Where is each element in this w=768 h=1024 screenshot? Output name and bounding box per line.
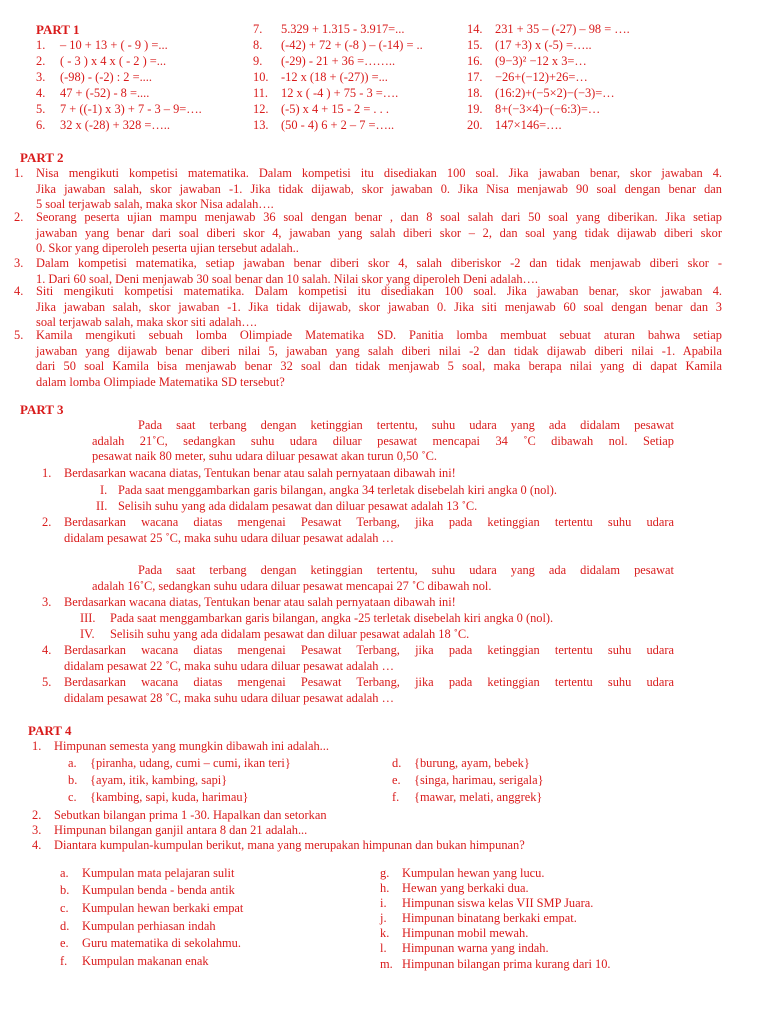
list-item: 1. Himpunan semesta yang mungkin dibawah ini adalah...: [32, 739, 329, 753]
list-item: f. Kumpulan makanan enak: [60, 954, 209, 968]
list-item: i. Himpunan siswa kelas VII SMP Juara.: [380, 896, 594, 910]
list-item: III. Pada saat menggambarkan garis bilangan, angka -25 terletak disebelah kiri angka 0 (nol).: [80, 611, 554, 625]
list-item: 13. (50 - 4) 6 + 2 – 7 =…..: [253, 118, 395, 132]
list-item: 10. -12 x (18 + (-27)) =...: [253, 70, 388, 84]
part1-heading: PART 1: [36, 22, 80, 37]
list-item: b. {ayam, itik, kambing, sapi}: [68, 773, 228, 787]
list-item: 6. 32 x (-28) + 328 =…..: [36, 118, 170, 132]
list-item: 5. Berdasarkan wacana diatas mengenai Pesawat Terbang, jika pada ketinggian tertentu suhu udara didalam pesawat 28 ˚C, maka suhu udara diluar pesawat adalah …: [42, 675, 674, 705]
list-item: 3. Dalam kompetisi matematika, setiap jawaban benar diberi skor 4, salah diberiskor -2 dan tidak menjawab diberi skor - 1. Dari 60 soal, Deni menjawab 30 soal benar dan 10 salah. Nilai skor yang diperoleh Deni adalah….: [14, 256, 722, 286]
list-item: 19. 8+(−3×4)−(−6:3)=…: [467, 102, 601, 116]
list-item: 2. ( - 3 ) x 4 x ( - 2 ) =...: [36, 54, 167, 68]
list-item: m. Himpunan bilangan prima kurang dari 10.: [380, 957, 611, 971]
list-item: k. Himpunan mobil mewah.: [380, 926, 529, 940]
list-item: a. {piranha, udang, cumi – cumi, ikan teri}: [68, 756, 291, 770]
list-item: l. Himpunan warna yang indah.: [380, 941, 549, 955]
list-item: d. {burung, ayam, bebek}: [392, 756, 530, 770]
list-item: 14. 231 + 35 – (-27) – 98 = ….: [467, 22, 630, 36]
list-item: a. Kumpulan mata pelajaran sulit: [60, 866, 235, 880]
list-item: e. Guru matematika di sekolahmu.: [60, 936, 241, 950]
part3-heading: PART 3: [20, 402, 64, 417]
list-item: 3. Himpunan bilangan ganjil antara 8 dan 21 adalah...: [32, 823, 308, 837]
list-item: 8. (-42) + 72 + (-8 ) – (-14) = ..: [253, 38, 423, 52]
list-item: 15. (17 +3) x (-5) =…..: [467, 38, 592, 52]
list-item: 2. Berdasarkan wacana diatas mengenai Pesawat Terbang, jika pada ketinggian tertentu suhu udara didalam pesawat 25 ˚C, maka suhu udara diluar pesawat adalah …: [42, 515, 674, 545]
list-item: 11. 12 x ( -4 ) + 75 - 3 =….: [253, 86, 399, 100]
list-item: c. {kambing, sapi, kuda, harimau}: [68, 790, 249, 804]
list-item: j. Himpunan binatang berkaki empat.: [380, 911, 577, 925]
list-item: 17. −26+(−12)+26=…: [467, 70, 588, 84]
list-item: 16. (9−3)² −12 x 3=…: [467, 54, 587, 68]
list-item: d. Kumpulan perhiasan indah: [60, 919, 216, 933]
list-item: 4. 47 + (-52) - 8 =....: [36, 86, 150, 100]
list-item: 9. (-29) - 21 + 36 =……..: [253, 54, 396, 68]
list-item: b. Kumpulan benda - benda antik: [60, 883, 235, 897]
list-item: 3. (-98) - (-2) : 2 =....: [36, 70, 152, 84]
list-item: 3. Berdasarkan wacana diatas, Tentukan benar atau salah pernyataan dibawah ini!: [42, 595, 456, 609]
passage-2: Pada saat terbang dengan ketinggian tertentu, suhu udara yang ada didalam pesawat adalah 16˚C, sedangkan suhu udara diluar pesawat mencapai 27 ˚C dibawah nol.: [92, 563, 674, 593]
part4-heading: PART 4: [28, 723, 72, 738]
list-item: 5. 7 + ((-1) x 3) + 7 - 3 – 9=….: [36, 102, 202, 116]
list-item: h. Hewan yang berkaki dua.: [380, 881, 529, 895]
list-item: 4. Siti mengikuti kompetisi matematika. Dalam kompetisi itu disediakan 100 soal. Jika jawaban benar, skor jawaban 4. Jika jawaban salah, skor jawaban -1. Jika tidak dijawab, skor jawaban 0. Jika siti menjawab 60 soal dengan benar dan 3 soal terjawab salah, maka skor siti adalah….: [14, 284, 722, 329]
list-item: II. Selisih suhu yang ada didalam pesawat dan diluar pesawat adalah 13 ˚C.: [96, 499, 478, 513]
list-item: c. Kumpulan hewan berkaki empat: [60, 901, 244, 915]
list-item: 5. Kamila mengikuti sebuah lomba Olimpiade Matematika SD. Panitia lomba membuat sebuat aturan bahwa setiap jawaban yang dijawab benar diberi nilai 5, jawaban yang salah diberi nilai -2 dan tidak dijawab diberi nilai -1. Apabila dari 50 soal Kamila bisa menjawab benar 32 soal dan tidak menjawab 5 soal, maka berapa nilai yang di dapat Kamila dalam lomba Olimpiade Matematika SD tersebut?: [14, 328, 722, 389]
list-item: 1. – 10 + 13 + ( - 9 ) =...: [36, 38, 168, 52]
list-item: 2. Seorang peserta ujian mampu menjawab 36 soal dengan benar , dan 8 soal salah dari 50 soal yang diberikan. Jika setiap jawaban yang benar dari soal diberi skor 4, jawaban yang salah diberi skor – 2, dan soal yang tidak dijawab diberi skor 0. Skor yang diperoleh peserta ujian tersebut adalah..: [14, 210, 722, 255]
list-item: 1. Nisa mengikuti kompetisi matematika. Dalam kompetisi itu disediakan 100 soal. Jika jawaban benar, skor jawaban 4. Jika jawaban salah, skor jawaban -1. Jika tidak dijawab, skor jawaban 0. Jika Nisa menjawab 90 soal dengan benar dan 5 soal terjawab salah, maka skor Nisa adalah….: [14, 166, 722, 211]
list-item: I. Pada saat menggambarkan garis bilangan, angka 34 terletak disebelah kiri angka 0 (nol).: [100, 483, 558, 497]
list-item: 18. (16:2)+(−5×2)−(−3)=…: [467, 86, 615, 100]
passage-1: Pada saat terbang dengan ketinggian tertentu, suhu udara yang ada didalam pesawat adalah 21˚C, sedangkan suhu udara diluar pesawat mencapai 34 ˚C dibawah nol. Setiap pesawat naik 80 meter, suhu udara diluar pesawat akan turun 0,50 ˚C.: [92, 418, 674, 463]
list-item: 1. Berdasarkan wacana diatas, Tentukan benar atau salah pernyataan dibawah ini!: [42, 466, 456, 480]
list-item: g. Kumpulan hewan yang lucu.: [380, 866, 545, 880]
list-item: 20. 147×146=….: [467, 118, 562, 132]
list-item: 7. 5.329 + 1.315 - 3.917=...: [253, 22, 405, 36]
list-item: 2. Sebutkan bilangan prima 1 -30. Hapalkan dan setorkan: [32, 808, 327, 822]
list-item: IV. Selisih suhu yang ada didalam pesawat dan diluar pesawat adalah 18 ˚C.: [80, 627, 470, 641]
list-item: f. {mawar, melati, anggrek}: [392, 790, 543, 804]
part2-heading: PART 2: [20, 150, 64, 165]
list-item: 4. Diantara kumpulan-kumpulan berikut, mana yang merupakan himpunan dan bukan himpunan?: [32, 838, 525, 852]
list-item: 12. (-5) x 4 + 15 - 2 = . . .: [253, 102, 389, 116]
list-item: e. {singa, harimau, serigala}: [392, 773, 544, 787]
list-item: 4. Berdasarkan wacana diatas mengenai Pesawat Terbang, jika pada ketinggian tertentu suhu udara didalam pesawat 22 ˚C, maka suhu udara diluar pesawat adalah …: [42, 643, 674, 673]
